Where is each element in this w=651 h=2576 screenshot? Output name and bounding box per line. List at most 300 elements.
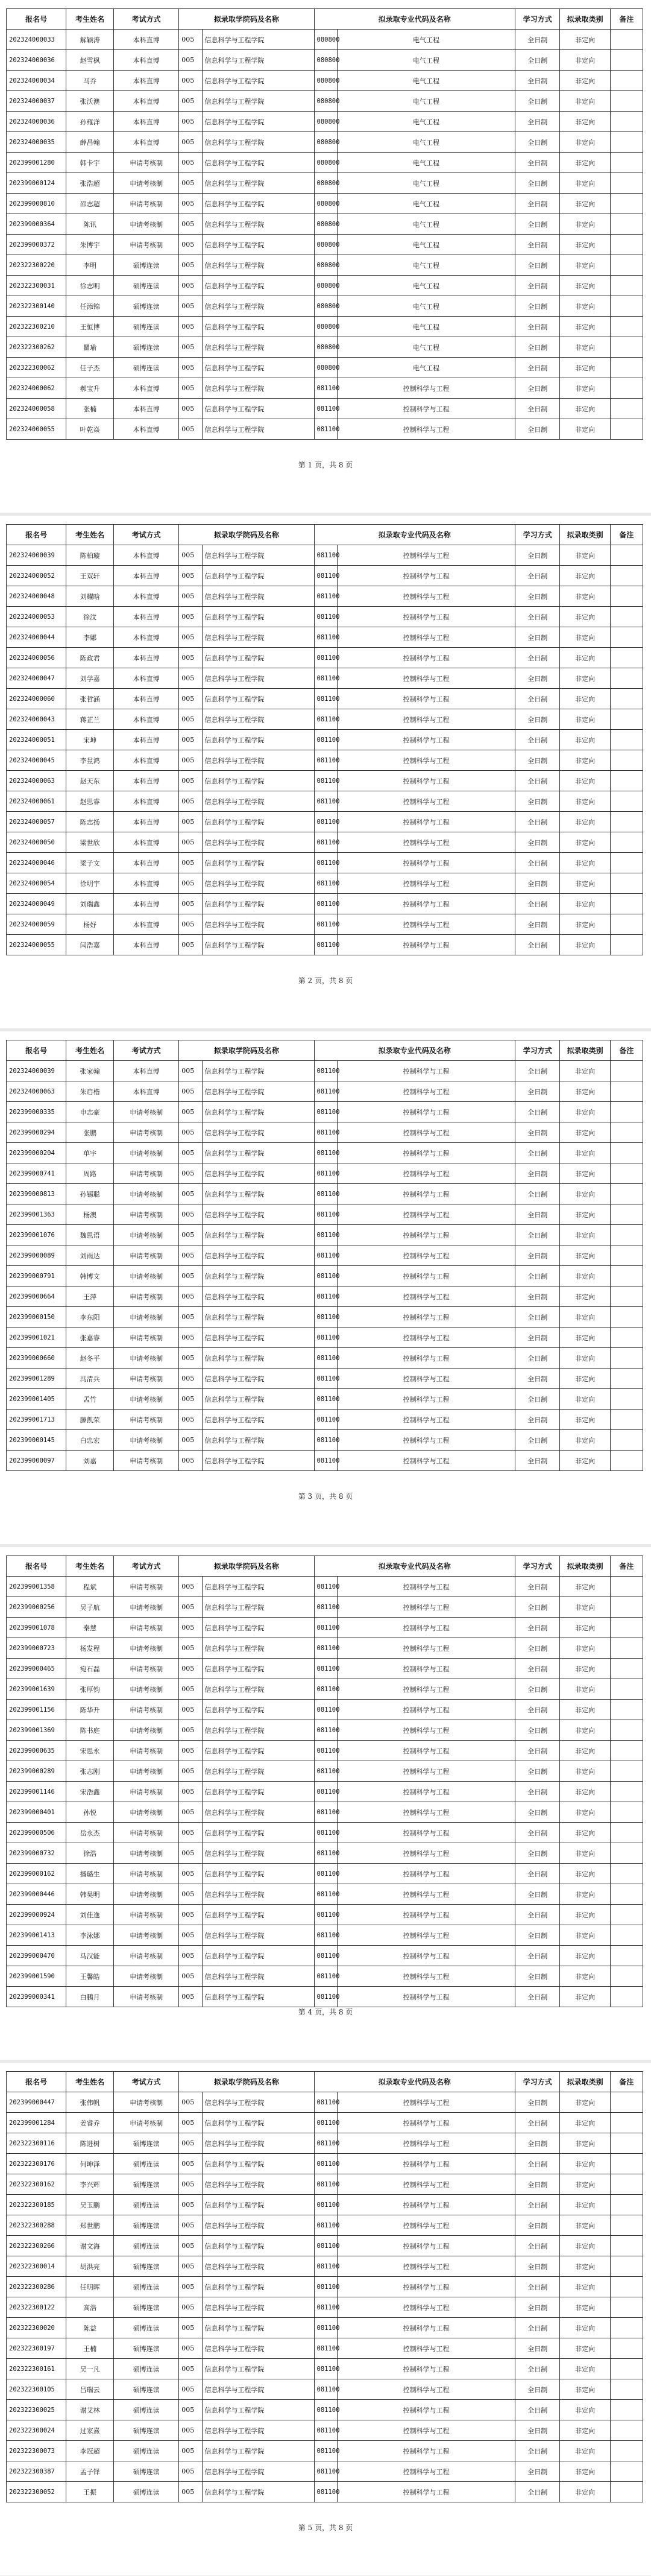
college-name-cell: 信息科学与工程学院: [202, 2256, 314, 2277]
exam-type-cell: 申请考核制: [114, 173, 179, 194]
study-mode-cell: 全日制: [515, 194, 560, 214]
category-cell: 非定向: [560, 2113, 610, 2133]
exam-type-cell: 申请考核制: [114, 1369, 179, 1389]
note-cell: [610, 30, 643, 50]
table-row: [7, 2420, 643, 2441]
table-row: [7, 914, 643, 935]
study-mode-cell: 全日制: [515, 1184, 560, 1204]
college-code-cell: 005: [179, 50, 202, 71]
category-cell: 非定向: [560, 30, 610, 50]
major-name-cell: 控制科学与工程: [337, 668, 515, 689]
table-row: [7, 2318, 643, 2338]
note-cell: [610, 914, 643, 935]
admission-table: [6, 1040, 643, 1471]
college-code-cell: 005: [179, 1782, 202, 1802]
college-name-cell: 信息科学与工程学院: [202, 1659, 314, 1679]
note-cell: [610, 214, 643, 235]
major-name-cell: 控制科学与工程: [337, 2318, 515, 2338]
exam-type-cell: 硕博连读: [114, 317, 179, 337]
reg-no-cell: 202399000635: [7, 1741, 66, 1761]
study-mode-cell: 全日制: [515, 2482, 560, 2502]
note-cell: [610, 1061, 643, 1081]
exam-type-cell: 本科直博: [114, 853, 179, 873]
category-cell: 非定向: [560, 668, 610, 689]
college-name-cell: 信息科学与工程学院: [202, 30, 314, 50]
college-name-cell: 信息科学与工程学院: [202, 2195, 314, 2215]
column-header: 考生姓名: [66, 2072, 114, 2092]
name-cell: 刘学嘉: [66, 668, 114, 689]
college-code-cell: 005: [179, 1679, 202, 1700]
reg-no-cell: 202322300014: [7, 2256, 66, 2277]
study-mode-cell: 全日制: [515, 894, 560, 914]
exam-type-cell: 本科直博: [114, 627, 179, 648]
major-name-cell: 控制科学与工程: [337, 2400, 515, 2420]
college-name-cell: 信息科学与工程学院: [202, 1410, 314, 1430]
exam-type-cell: 硕博连读: [114, 337, 179, 358]
table-row: [7, 1266, 643, 1286]
name-cell: 谢文海: [66, 2236, 114, 2256]
category-cell: 非定向: [560, 648, 610, 668]
table-row: [7, 1761, 643, 1782]
major-code-cell: 081100: [314, 771, 337, 791]
category-cell: 非定向: [560, 2420, 610, 2441]
column-header: 备注: [610, 1040, 643, 1061]
study-mode-cell: 全日制: [515, 1618, 560, 1638]
major-name-cell: 控制科学与工程: [337, 853, 515, 873]
major-code-cell: 081100: [314, 1245, 337, 1266]
major-code-cell: 081100: [314, 2441, 337, 2461]
study-mode-cell: 全日制: [515, 1659, 560, 1679]
major-code-cell: 081100: [314, 1823, 337, 1843]
note-cell: [610, 545, 643, 566]
name-cell: 赵天东: [66, 771, 114, 791]
study-mode-cell: 全日制: [515, 1389, 560, 1410]
study-mode-cell: 全日制: [515, 1761, 560, 1782]
major-code-cell: 081100: [314, 1679, 337, 1700]
major-code-cell: 081100: [314, 1266, 337, 1286]
major-code-cell: 081100: [314, 2318, 337, 2338]
column-header: 拟录取专业代码及名称: [314, 1556, 515, 1577]
major-code-cell: 081100: [314, 1597, 337, 1618]
table-row: [7, 1925, 643, 1946]
major-code-cell: 081100: [314, 812, 337, 832]
major-name-cell: 电气工程: [337, 91, 515, 112]
exam-type-cell: 申请考核制: [114, 1720, 179, 1741]
category-cell: 非定向: [560, 2482, 610, 2502]
category-cell: 非定向: [560, 337, 610, 358]
major-name-cell: 控制科学与工程: [337, 1389, 515, 1410]
major-name-cell: 电气工程: [337, 337, 515, 358]
note-cell: [610, 1328, 643, 1348]
study-mode-cell: 全日制: [515, 2154, 560, 2174]
table-row: [7, 2277, 643, 2297]
table-row: [7, 1328, 643, 1348]
major-name-cell: 控制科学与工程: [337, 791, 515, 812]
reg-no-cell: 202324000055: [7, 419, 66, 440]
name-cell: 孙锡聪: [66, 1184, 114, 1204]
college-name-cell: 信息科学与工程学院: [202, 1577, 314, 1597]
major-name-cell: 控制科学与工程: [337, 1410, 515, 1430]
major-name-cell: 控制科学与工程: [337, 2174, 515, 2195]
reg-no-cell: 202399000341: [7, 1987, 66, 2007]
major-code-cell: 080800: [314, 358, 337, 378]
column-header: 报名号: [7, 2072, 66, 2092]
college-name-cell: 信息科学与工程学院: [202, 1987, 314, 2007]
college-name-cell: 信息科学与工程学院: [202, 235, 314, 255]
college-code-cell: 005: [179, 2174, 202, 2195]
major-name-cell: 控制科学与工程: [337, 607, 515, 627]
reg-no-cell: 202322300020: [7, 2318, 66, 2338]
category-cell: 非定向: [560, 1741, 610, 1761]
major-name-cell: 控制科学与工程: [337, 1597, 515, 1618]
major-name-cell: 控制科学与工程: [337, 2297, 515, 2318]
category-cell: 非定向: [560, 1823, 610, 1843]
note-cell: [610, 2482, 643, 2502]
major-code-cell: 081100: [314, 2113, 337, 2133]
reg-no-cell: 202324000034: [7, 71, 66, 91]
table-row: [7, 853, 643, 873]
study-mode-cell: 全日制: [515, 30, 560, 50]
study-mode-cell: 全日制: [515, 2461, 560, 2482]
study-mode-cell: 全日制: [515, 566, 560, 586]
reg-no-cell: 202322300286: [7, 2277, 66, 2297]
college-code-cell: 005: [179, 378, 202, 399]
exam-type-cell: 本科直博: [114, 750, 179, 771]
major-name-cell: 电气工程: [337, 173, 515, 194]
name-cell: 徐浩: [66, 1843, 114, 1864]
major-name-cell: 控制科学与工程: [337, 1720, 515, 1741]
table-row: [7, 71, 643, 91]
college-name-cell: 信息科学与工程学院: [202, 1369, 314, 1389]
college-code-cell: 005: [179, 1451, 202, 1471]
reg-no-cell: 202322300210: [7, 317, 66, 337]
table-row: [7, 873, 643, 894]
exam-type-cell: 硕博连读: [114, 2195, 179, 2215]
name-cell: 杨发程: [66, 1638, 114, 1659]
table-row: [7, 812, 643, 832]
note-cell: [610, 235, 643, 255]
note-cell: [610, 2461, 643, 2482]
table-row: [7, 1966, 643, 1987]
major-code-cell: 081100: [314, 709, 337, 730]
name-cell: 陈讯: [66, 214, 114, 235]
category-cell: 非定向: [560, 1966, 610, 1987]
name-cell: 陈华升: [66, 1700, 114, 1720]
major-code-cell: 081100: [314, 1061, 337, 1081]
category-cell: 非定向: [560, 627, 610, 648]
major-code-cell: 081100: [314, 2379, 337, 2400]
major-code-cell: 080800: [314, 276, 337, 296]
note-cell: [610, 1884, 643, 1905]
college-code-cell: 005: [179, 112, 202, 132]
major-name-cell: 控制科学与工程: [337, 2461, 515, 2482]
exam-type-cell: 申请考核制: [114, 1700, 179, 1720]
table-row: [7, 2256, 643, 2277]
note-cell: [610, 317, 643, 337]
college-name-cell: 信息科学与工程学院: [202, 1204, 314, 1225]
major-code-cell: 080800: [314, 235, 337, 255]
college-name-cell: 信息科学与工程学院: [202, 1328, 314, 1348]
note-cell: [610, 709, 643, 730]
page-2: [0, 516, 651, 1028]
note-cell: [610, 1823, 643, 1843]
note-cell: [610, 296, 643, 317]
category-cell: 非定向: [560, 2379, 610, 2400]
name-cell: 王萍: [66, 1286, 114, 1307]
study-mode-cell: 全日制: [515, 1720, 560, 1741]
major-code-cell: 081100: [314, 1122, 337, 1143]
major-code-cell: 081100: [314, 1430, 337, 1451]
college-name-cell: 信息科学与工程学院: [202, 1741, 314, 1761]
column-header: 拟录取专业代码及名称: [314, 525, 515, 545]
category-cell: 非定向: [560, 1925, 610, 1946]
major-name-cell: 控制科学与工程: [337, 627, 515, 648]
note-cell: [610, 1163, 643, 1184]
study-mode-cell: 全日制: [515, 173, 560, 194]
note-cell: [610, 607, 643, 627]
name-cell: 吴子航: [66, 1597, 114, 1618]
study-mode-cell: 全日制: [515, 1369, 560, 1389]
category-cell: 非定向: [560, 1389, 610, 1410]
category-cell: 非定向: [560, 545, 610, 566]
college-code-cell: 005: [179, 2113, 202, 2133]
exam-type-cell: 申请考核制: [114, 1307, 179, 1328]
exam-type-cell: 申请考核制: [114, 1286, 179, 1307]
reg-no-cell: 202324000033: [7, 30, 66, 50]
study-mode-cell: 全日制: [515, 2359, 560, 2379]
page-4: [0, 1547, 651, 2060]
college-code-cell: 005: [179, 1659, 202, 1679]
college-code-cell: 005: [179, 1430, 202, 1451]
study-mode-cell: 全日制: [515, 750, 560, 771]
college-name-cell: 信息科学与工程学院: [202, 750, 314, 771]
name-cell: 张伟帆: [66, 2092, 114, 2113]
reg-no-cell: 202399000791: [7, 1266, 66, 1286]
major-code-cell: 081100: [314, 419, 337, 440]
major-name-cell: 控制科学与工程: [337, 832, 515, 853]
major-name-cell: 控制科学与工程: [337, 812, 515, 832]
college-name-cell: 信息科学与工程学院: [202, 1430, 314, 1451]
page-3: [0, 1031, 651, 1544]
category-cell: 非定向: [560, 2154, 610, 2174]
major-code-cell: 081100: [314, 894, 337, 914]
table-row: [7, 214, 643, 235]
study-mode-cell: 全日制: [515, 2113, 560, 2133]
table-row: [7, 2133, 643, 2154]
college-code-cell: 005: [179, 1163, 202, 1184]
category-cell: 非定向: [560, 914, 610, 935]
study-mode-cell: 全日制: [515, 2318, 560, 2338]
exam-type-cell: 本科直博: [114, 709, 179, 730]
study-mode-cell: 全日制: [515, 1410, 560, 1430]
exam-type-cell: 申请考核制: [114, 1410, 179, 1430]
reg-no-cell: 202324000045: [7, 750, 66, 771]
column-header: 考生姓名: [66, 9, 114, 30]
college-code-cell: 005: [179, 1225, 202, 1245]
name-cell: 李兴辉: [66, 2174, 114, 2195]
major-name-cell: 电气工程: [337, 235, 515, 255]
name-cell: 张哲涵: [66, 689, 114, 709]
note-cell: [610, 791, 643, 812]
study-mode-cell: 全日制: [515, 1266, 560, 1286]
admission-table: [6, 2071, 643, 2502]
exam-type-cell: 申请考核制: [114, 1946, 179, 1966]
college-name-cell: 信息科学与工程学院: [202, 566, 314, 586]
table-row: [7, 771, 643, 791]
college-name-cell: 信息科学与工程学院: [202, 1389, 314, 1410]
major-name-cell: 控制科学与工程: [337, 2256, 515, 2277]
college-code-cell: 005: [179, 2154, 202, 2174]
exam-type-cell: 申请考核制: [114, 1823, 179, 1843]
exam-type-cell: 申请考核制: [114, 1843, 179, 1864]
category-cell: 非定向: [560, 566, 610, 586]
category-cell: 非定向: [560, 2195, 610, 2215]
college-code-cell: 005: [179, 1389, 202, 1410]
study-mode-cell: 全日制: [515, 689, 560, 709]
major-code-cell: 081100: [314, 1618, 337, 1638]
category-cell: 非定向: [560, 1286, 610, 1307]
study-mode-cell: 全日制: [515, 1286, 560, 1307]
note-cell: [610, 566, 643, 586]
note-cell: [610, 194, 643, 214]
exam-type-cell: 硕博连读: [114, 2236, 179, 2256]
name-cell: 韩卡宇: [66, 153, 114, 173]
reg-no-cell: 202399001369: [7, 1720, 66, 1741]
note-cell: [610, 71, 643, 91]
major-code-cell: 080800: [314, 337, 337, 358]
category-cell: 非定向: [560, 112, 610, 132]
note-cell: [610, 2092, 643, 2113]
category-cell: 非定向: [560, 1143, 610, 1163]
exam-type-cell: 申请考核制: [114, 1328, 179, 1348]
table-row: [7, 1864, 643, 1884]
major-name-cell: 控制科学与工程: [337, 2379, 515, 2400]
major-name-cell: 电气工程: [337, 50, 515, 71]
table-row: [7, 50, 643, 71]
major-name-cell: 电气工程: [337, 317, 515, 337]
major-name-cell: 控制科学与工程: [337, 914, 515, 935]
note-cell: [610, 1987, 643, 2007]
note-cell: [610, 1782, 643, 1802]
study-mode-cell: 全日制: [515, 2092, 560, 2113]
note-cell: [610, 2113, 643, 2133]
study-mode-cell: 全日制: [515, 235, 560, 255]
study-mode-cell: 全日制: [515, 1577, 560, 1597]
major-name-cell: 控制科学与工程: [337, 2113, 515, 2133]
table-row: [7, 1410, 643, 1430]
major-name-cell: 控制科学与工程: [337, 1802, 515, 1823]
exam-type-cell: 申请考核制: [114, 1245, 179, 1266]
column-header: 考试方式: [114, 2072, 179, 2092]
study-mode-cell: 全日制: [515, 337, 560, 358]
admission-table: [6, 1555, 643, 2007]
note-cell: [610, 1700, 643, 1720]
category-cell: 非定向: [560, 730, 610, 750]
exam-type-cell: 申请考核制: [114, 1864, 179, 1884]
college-code-cell: 005: [179, 648, 202, 668]
major-name-cell: 控制科学与工程: [337, 1638, 515, 1659]
category-cell: 非定向: [560, 1700, 610, 1720]
college-code-cell: 005: [179, 2133, 202, 2154]
table-row: [7, 358, 643, 378]
college-name-cell: 信息科学与工程学院: [202, 627, 314, 648]
college-name-cell: 信息科学与工程学院: [202, 1761, 314, 1782]
major-code-cell: 081100: [314, 2482, 337, 2502]
column-header: 考试方式: [114, 9, 179, 30]
major-name-cell: 控制科学与工程: [337, 1266, 515, 1286]
major-name-cell: 控制科学与工程: [337, 2359, 515, 2379]
study-mode-cell: 全日制: [515, 1348, 560, 1369]
table-row: [7, 1451, 643, 1471]
category-cell: 非定向: [560, 1577, 610, 1597]
study-mode-cell: 全日制: [515, 1741, 560, 1761]
exam-type-cell: 申请考核制: [114, 1451, 179, 1471]
name-cell: 闫浩嘉: [66, 935, 114, 955]
exam-type-cell: 申请考核制: [114, 1782, 179, 1802]
category-cell: 非定向: [560, 358, 610, 378]
college-code-cell: 005: [179, 1966, 202, 1987]
column-header: 学习方式: [515, 1556, 560, 1577]
reg-no-cell: 202324000051: [7, 730, 66, 750]
category-cell: 非定向: [560, 935, 610, 955]
exam-type-cell: 本科直博: [114, 791, 179, 812]
major-name-cell: 控制科学与工程: [337, 1761, 515, 1782]
college-name-cell: 信息科学与工程学院: [202, 1618, 314, 1638]
exam-type-cell: 申请考核制: [114, 1987, 179, 2007]
college-code-cell: 005: [179, 1905, 202, 1925]
reg-no-cell: 202324000061: [7, 791, 66, 812]
category-cell: 非定向: [560, 1782, 610, 1802]
college-code-cell: 005: [179, 1577, 202, 1597]
college-code-cell: 005: [179, 1245, 202, 1266]
college-name-cell: 信息科学与工程学院: [202, 1884, 314, 1905]
major-name-cell: 控制科学与工程: [337, 873, 515, 894]
major-name-cell: 控制科学与工程: [337, 2441, 515, 2461]
reg-no-cell: 202399001076: [7, 1225, 66, 1245]
major-code-cell: 081100: [314, 2236, 337, 2256]
college-code-cell: 005: [179, 1286, 202, 1307]
major-name-cell: 控制科学与工程: [337, 1328, 515, 1348]
major-code-cell: 080800: [314, 173, 337, 194]
college-code-cell: 005: [179, 255, 202, 276]
study-mode-cell: 全日制: [515, 914, 560, 935]
note-cell: [610, 378, 643, 399]
note-cell: [610, 1761, 643, 1782]
note-cell: [610, 689, 643, 709]
college-code-cell: 005: [179, 214, 202, 235]
table-row: [7, 296, 643, 317]
reg-no-cell: 202324000039: [7, 545, 66, 566]
major-code-cell: 081100: [314, 586, 337, 607]
page-1: [0, 0, 651, 513]
major-code-cell: 080800: [314, 194, 337, 214]
major-name-cell: 控制科学与工程: [337, 1966, 515, 1987]
major-name-cell: 控制科学与工程: [337, 1679, 515, 1700]
exam-type-cell: 申请考核制: [114, 1761, 179, 1782]
category-cell: 非定向: [560, 1061, 610, 1081]
reg-no-cell: 202324000057: [7, 812, 66, 832]
college-code-cell: 005: [179, 2482, 202, 2502]
study-mode-cell: 全日制: [515, 2277, 560, 2297]
major-name-cell: 控制科学与工程: [337, 1884, 515, 1905]
table-row: [7, 566, 643, 586]
college-code-cell: 005: [179, 30, 202, 50]
reg-no-cell: 202399000097: [7, 1451, 66, 1471]
note-cell: [610, 1410, 643, 1430]
college-code-cell: 005: [179, 668, 202, 689]
name-cell: 王双轩: [66, 566, 114, 586]
major-code-cell: 081100: [314, 1638, 337, 1659]
